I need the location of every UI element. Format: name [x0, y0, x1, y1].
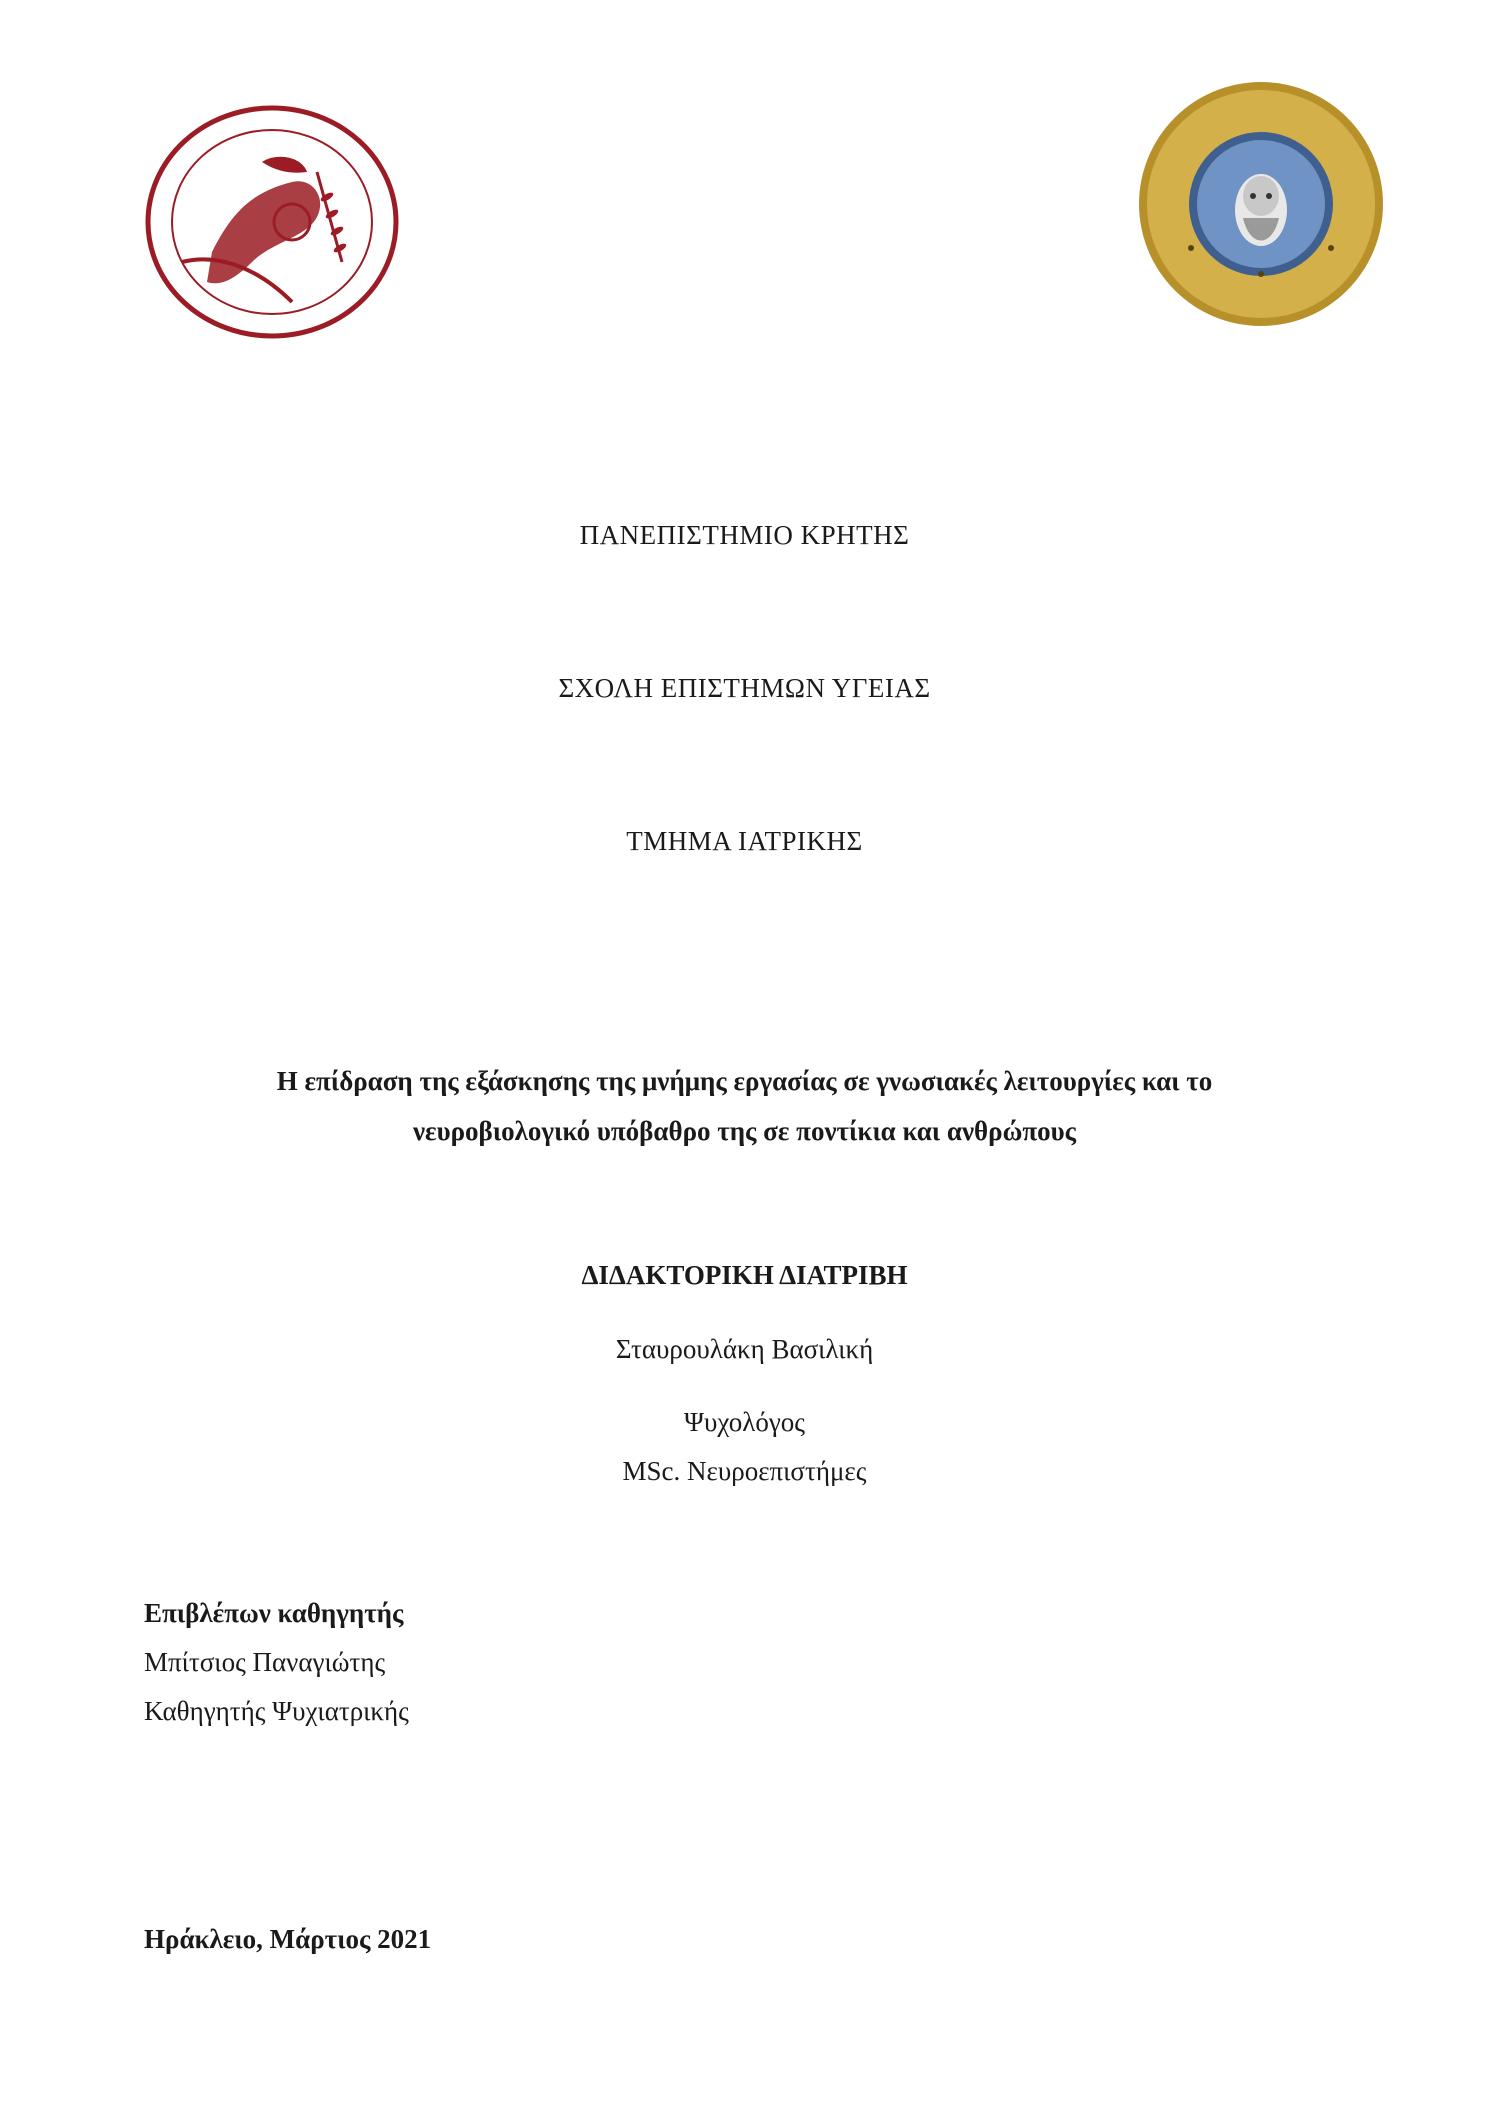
supervisor-label: Επιβλέπων καθηγητής — [144, 1598, 404, 1628]
university-of-crete-seal-logo — [142, 102, 402, 342]
author-name: Σταυρουλάκη Βασιλική — [615, 1334, 874, 1364]
place-and-date: Ηράκλειο, Μάρτιος 2021 — [144, 1924, 432, 1954]
thesis-title — [0, 1056, 1489, 1156]
thesis-title-line-2: νευροβιολογικό υπόβαθρο της σε ποντίκια και ανθρώπους — [412, 1116, 1077, 1146]
supervisor-name: Μπίτσιος Παναγιώτης — [144, 1647, 386, 1677]
thesis-type: ΔΙΔΑΚΤΟΡΙΚΗ ΔΙΑΤΡΙΒΗ — [581, 1260, 908, 1290]
department-name: ΤΜΗΜΑ ΙΑΤΡΙΚΗΣ — [626, 826, 863, 856]
school-name: ΣΧΟΛΗ ΕΠΙΣΤΗΜΩΝ ΥΓΕΙΑΣ — [558, 673, 931, 703]
thesis-title-line-1: Η επίδραση της εξάσκησης της μνήμης εργασίας σε γνωσιακές λειτουργίες και το — [276, 1066, 1213, 1096]
university-name: ΠΑΝΕΠΙΣΤΗΜΙΟ ΚΡΗΤΗΣ — [579, 520, 910, 550]
supervisor-position: Καθηγητής Ψυχιατρικής — [144, 1696, 409, 1726]
author-profession: Ψυχολόγος — [684, 1407, 805, 1437]
school-of-health-sciences-seal-logo — [1135, 78, 1387, 330]
author-degree: MSc. Νευροεπιστήμες — [622, 1456, 867, 1486]
